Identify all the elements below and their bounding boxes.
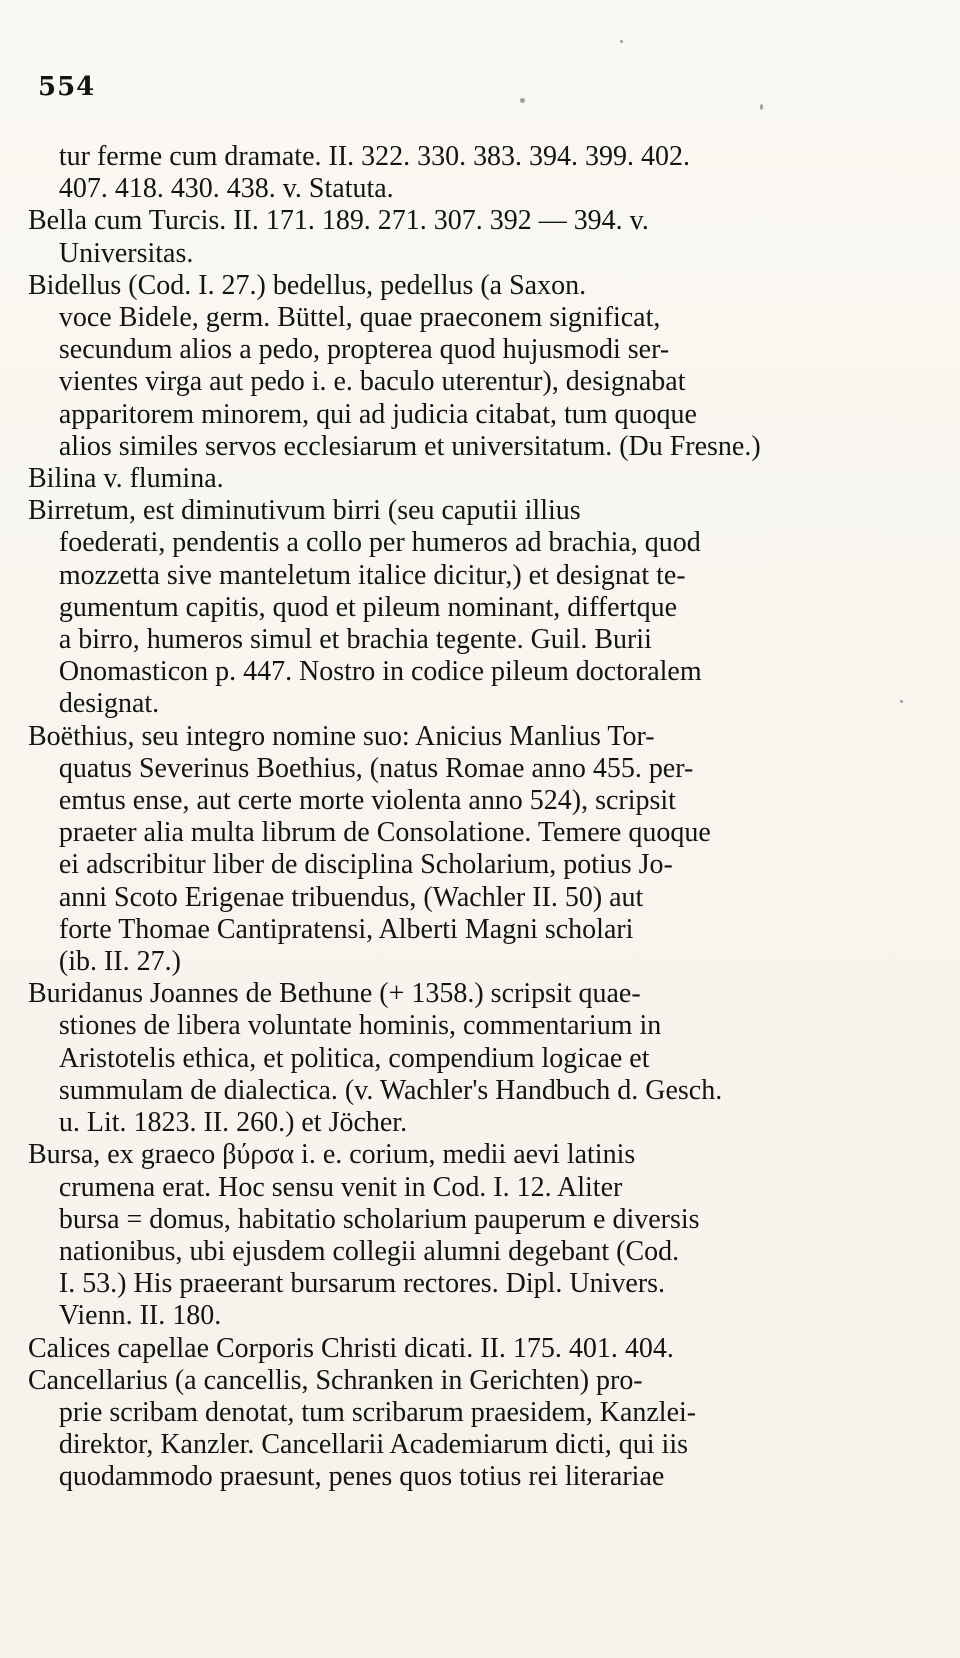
text-line: gumentum capitis, quod et pileum nominant, differtque [58, 590, 678, 623]
text-line: nationibus, ubi ejusdem collegii alumni degebant (Cod. [58, 1234, 680, 1267]
text-line: a birro, humeros simul et brachia tegente. Guil. Burii [58, 623, 652, 656]
text-line: mozzetta sive manteletum italice dicitur,) et designat te- [58, 558, 686, 591]
text-line: tur ferme cum dramate. II. 322. 330. 383. 394. 399. 402. [58, 140, 690, 172]
text-line: u. Lit. 1823. II. 260.) et Jöcher. [58, 1106, 408, 1139]
text-line: quatus Severinus Boethius, (natus Romae anno 455. per- [58, 751, 694, 784]
entry-heading-line: Bursa, ex graeco βύρσα i. e. corium, medii aevi latinis [28, 1138, 636, 1171]
text-line: anni Scoto Erigenae tribuendus, (Wachler II. 50) aut [58, 880, 644, 913]
glossary-text-block [28, 140, 888, 1493]
entry-heading-line: Calices capellae Corporis Christi dicati. II. 175. 401. 404. [28, 1331, 674, 1364]
text-line: bursa = domus, habitatio scholarium pauperum e diversis [58, 1202, 700, 1235]
text-line: direktor, Kanzler. Cancellarii Academiarum dicti, qui iis [58, 1428, 688, 1461]
entry-heading-line: Boëthius, seu integro nomine suo: Anicius Manlius Tor- [28, 719, 655, 752]
text-line: apparitorem minorem, qui ad judicia citabat, tum quoque [58, 397, 697, 430]
text-line: 407. 418. 430. 438. v. Statuta. [58, 172, 394, 205]
text-line: Onomasticon p. 447. Nostro in codice pileum doctoralem [58, 655, 702, 688]
text-line: voce Bidele, germ. Büttel, quae praeconem significat, [58, 301, 661, 334]
text-line: quodammodo praesunt, penes quos totius rei literariae [58, 1460, 665, 1493]
text-line: designat. [58, 687, 160, 720]
text-line: alios similes servos ecclesiarum et universitatum. (Du Fresne.) [58, 429, 761, 462]
text-line: I. 53.) His praeerant bursarum rectores. Dipl. Univers. [58, 1267, 666, 1300]
entry-heading-line: Buridanus Joannes de Bethune (+ 1358.) scripsit quae- [28, 977, 641, 1010]
page-number: 554 [38, 72, 96, 102]
text-line: Aristotelis ethica, et politica, compendium logicae et [58, 1041, 650, 1074]
text-line: emtus ense, aut certe morte violenta anno 524), scripsit [58, 784, 676, 817]
text-line: stiones de libera voluntate hominis, commentarium in [58, 1009, 662, 1042]
text-line: ei adscribitur liber de disciplina Scholarium, potius Jo- [58, 848, 673, 881]
text-line: (ib. II. 27.) [58, 945, 181, 978]
text-line: crumena erat. Hoc sensu venit in Cod. I. 12. Aliter [58, 1170, 623, 1203]
text-line: praeter alia multa librum de Consolatione. Temere quoque [58, 816, 711, 849]
entry-heading-line: Bella cum Turcis. II. 171. 189. 271. 307. 392 — 394. v. [28, 204, 649, 237]
entry-heading-line: Birretum, est diminutivum birri (seu caputii illius [28, 494, 581, 527]
text-line: Universitas. [58, 236, 194, 269]
text-line: foederati, pendentis a collo per humeros ad brachia, quod [58, 526, 701, 559]
entry-heading-line: Bilina v. flumina. [28, 462, 224, 495]
entry-heading-line: Cancellarius (a cancellis, Schranken in Gerichten) pro- [28, 1363, 643, 1396]
entry-heading-line: Bidellus (Cod. I. 27.) bedellus, pedellus (a Saxon. [28, 268, 587, 301]
text-line: vientes virga aut pedo i. e. baculo uterentur), designabat [58, 365, 686, 398]
text-line: secundum alios a pedo, propterea quod hujusmodi ser- [58, 333, 670, 366]
text-line: forte Thomae Cantipratensi, Alberti Magni scholari [58, 912, 634, 945]
text-line: prie scribam denotat, tum scribarum praesidem, Kanzlei- [58, 1395, 697, 1428]
text-line: summulam de dialectica. (v. Wachler's Handbuch d. Gesch. [58, 1073, 723, 1106]
text-line: Vienn. II. 180. [58, 1299, 222, 1332]
